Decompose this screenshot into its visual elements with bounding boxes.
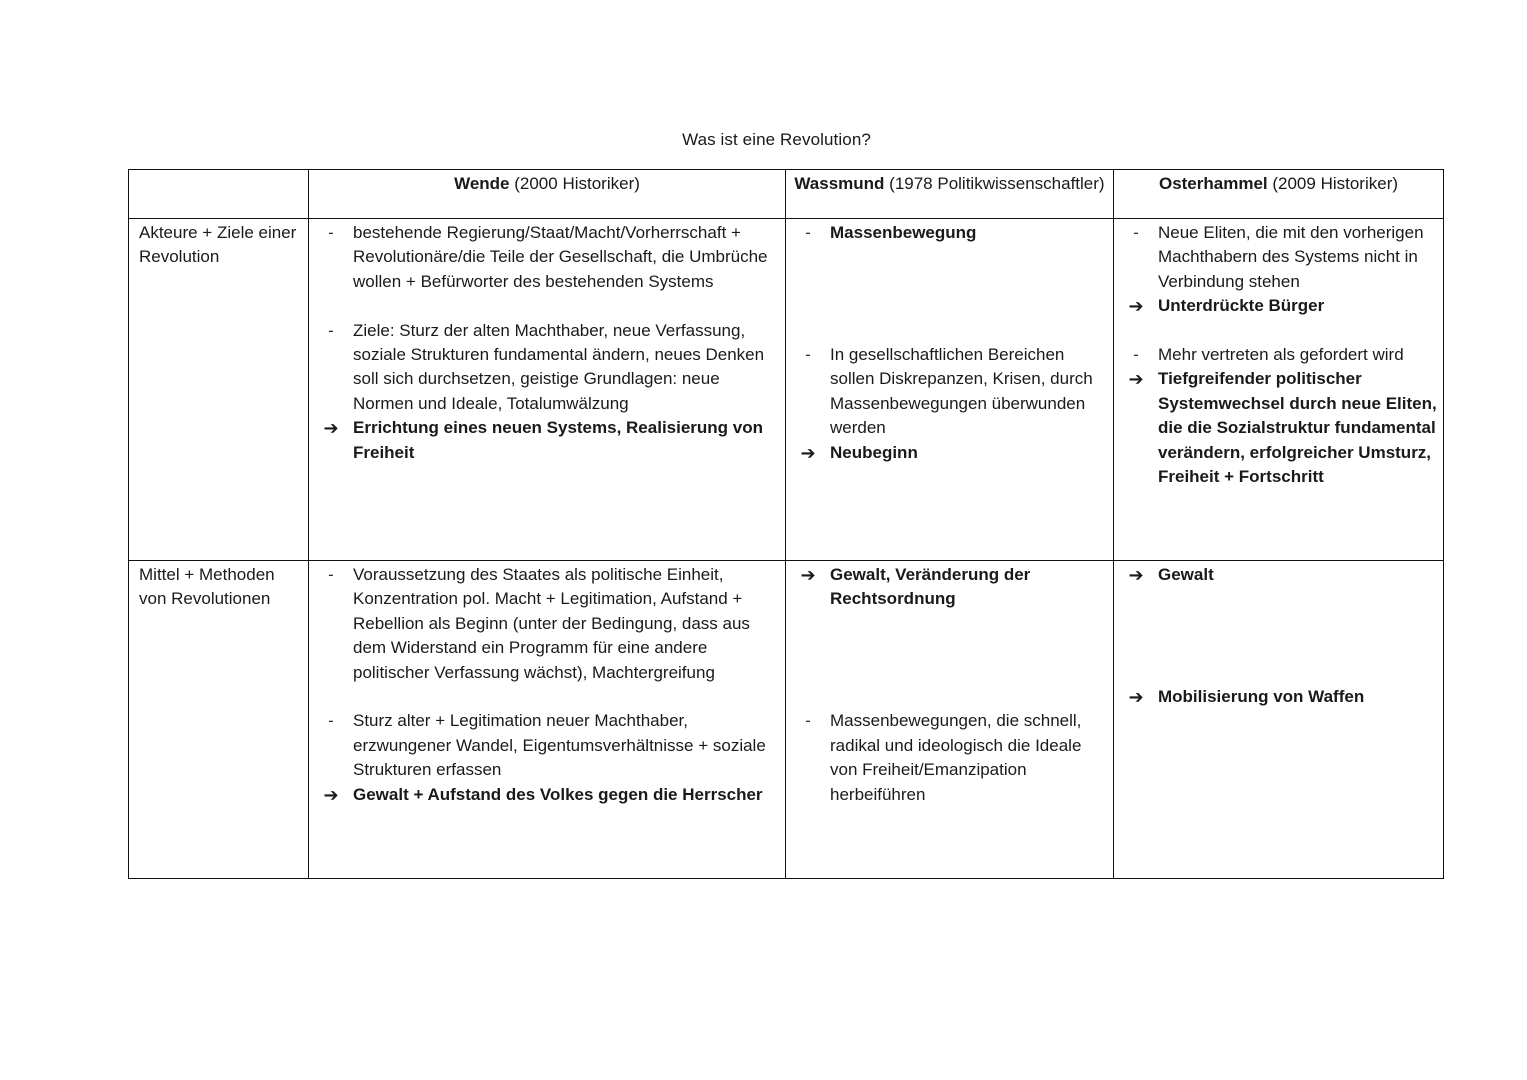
cell-wende-akteure <box>309 219 786 561</box>
list-item: ➔ Mobilisierung von Waffen <box>1114 685 1437 709</box>
arrow-right-icon: ➔ <box>800 565 816 585</box>
list-item: - Massenbewegungen, die schnell, radikal und ideologisch die Ideale von Freiheit/Emanzipation herbeiführen <box>786 709 1107 807</box>
cell-wende-mittel <box>309 561 786 879</box>
header-wassmund <box>786 170 1114 219</box>
dash-bullet-icon: - <box>805 223 811 242</box>
dash-bullet-icon: - <box>328 320 334 340</box>
cell-osterhammel-mittel <box>1114 561 1444 879</box>
revolution-comparison-table <box>128 169 1444 879</box>
header-wassmund-note: (1978 Politikwissenschaftler) <box>884 174 1105 193</box>
list-item: ➔ Neubeginn <box>786 441 1107 465</box>
page-title: Was ist eine Revolution? <box>682 130 871 149</box>
dash-bullet-icon: - <box>805 345 811 364</box>
header-wende-note: (2000 Historiker) <box>509 174 640 193</box>
dash-bullet-icon: - <box>805 711 811 731</box>
list-item: - Ziele: Sturz der alten Machthaber, neue Verfassung, soziale Strukturen fundamental ändern, neues Denken soll sich durchsetzen, geistige Grundlagen: neue Normen und Ideale, Totalumwälzung <box>309 319 779 417</box>
header-empty <box>129 170 309 219</box>
dash-bullet-icon: - <box>328 565 334 584</box>
list-item: ➔ Gewalt, Veränderung der Rechtsordnung <box>786 563 1107 612</box>
list-item: - Massenbewegung <box>786 221 1107 245</box>
dash-bullet-icon: - <box>1133 345 1139 365</box>
list-item: ➔ Errichtung eines neuen Systems, Realisierung von Freiheit <box>309 416 779 465</box>
arrow-right-icon: ➔ <box>1128 565 1144 585</box>
list-item: ➔ Gewalt + Aufstand des Volkes gegen die Herrscher <box>309 783 779 807</box>
table-row-akteure <box>129 219 1444 561</box>
header-wende <box>309 170 786 219</box>
header-row <box>129 170 1444 219</box>
row-label-mittel: Mittel + Methoden von Revolutionen <box>129 561 309 879</box>
list-item: - Mehr vertreten als gefordert wird <box>1114 343 1437 367</box>
header-wassmund-name: Wassmund <box>794 174 885 193</box>
arrow-right-icon: ➔ <box>800 442 816 463</box>
list-item: - In gesellschaftlichen Bereichen sollen Diskrepanzen, Krisen, durch Massenbewegungen überwunden werden <box>786 343 1107 441</box>
list-item: ➔ Gewalt <box>1114 563 1437 587</box>
list-item: ➔ Unterdrückte Bürger <box>1114 294 1437 318</box>
dash-bullet-icon: - <box>1133 223 1139 242</box>
header-osterhammel-name: Osterhammel <box>1158 174 1268 193</box>
dash-bullet-icon: - <box>328 711 334 731</box>
cell-osterhammel-akteure <box>1114 219 1444 561</box>
arrow-right-icon: ➔ <box>1128 296 1144 317</box>
header-wende-name: Wende <box>454 174 510 193</box>
list-item: - Sturz alter + Legitimation neuer Machthaber, erzwungener Wandel, Eigentumsverhältnisse + soziale Strukturen erfassen <box>309 709 779 782</box>
arrow-right-icon: ➔ <box>323 784 339 805</box>
arrow-right-icon: ➔ <box>323 418 339 439</box>
cell-wassmund-mittel <box>786 561 1114 879</box>
header-osterhammel <box>1114 170 1444 219</box>
row-label-akteure: Akteure + Ziele einer Revolution <box>129 219 309 561</box>
arrow-right-icon: ➔ <box>1128 369 1144 390</box>
arrow-right-icon: ➔ <box>1128 687 1144 707</box>
header-osterhammel-note: (2009 Historiker) <box>1267 174 1399 193</box>
table-row-mittel <box>129 561 1444 879</box>
list-item: ➔ Tiefgreifender politischer Systemwechsel durch neue Eliten, die die Sozialstruktur fundamental verändern, erfolgreicher Umsturz, Freiheit + Fortschritt <box>1114 367 1437 489</box>
dash-bullet-icon: - <box>328 223 334 242</box>
list-item: - Voraussetzung des Staates als politische Einheit, Konzentration pol. Macht + Legitimation, Aufstand + Rebellion als Beginn (unter der Bedingung, dass aus dem Widerstand ein Programm für eine andere politischer Verfassung wächst), Machtergreifung <box>309 563 779 685</box>
list-item: - bestehende Regierung/Staat/Macht/Vorherrschaft + Revolutionäre/die Teile der Gesellschaft, die Umbrüche wollen + Befürworter des bestehenden Systems <box>309 221 779 294</box>
cell-wassmund-akteure <box>786 219 1114 561</box>
list-item: - Neue Eliten, die mit den vorherigen Machthabern des Systems nicht in Verbindung stehen <box>1114 221 1437 294</box>
